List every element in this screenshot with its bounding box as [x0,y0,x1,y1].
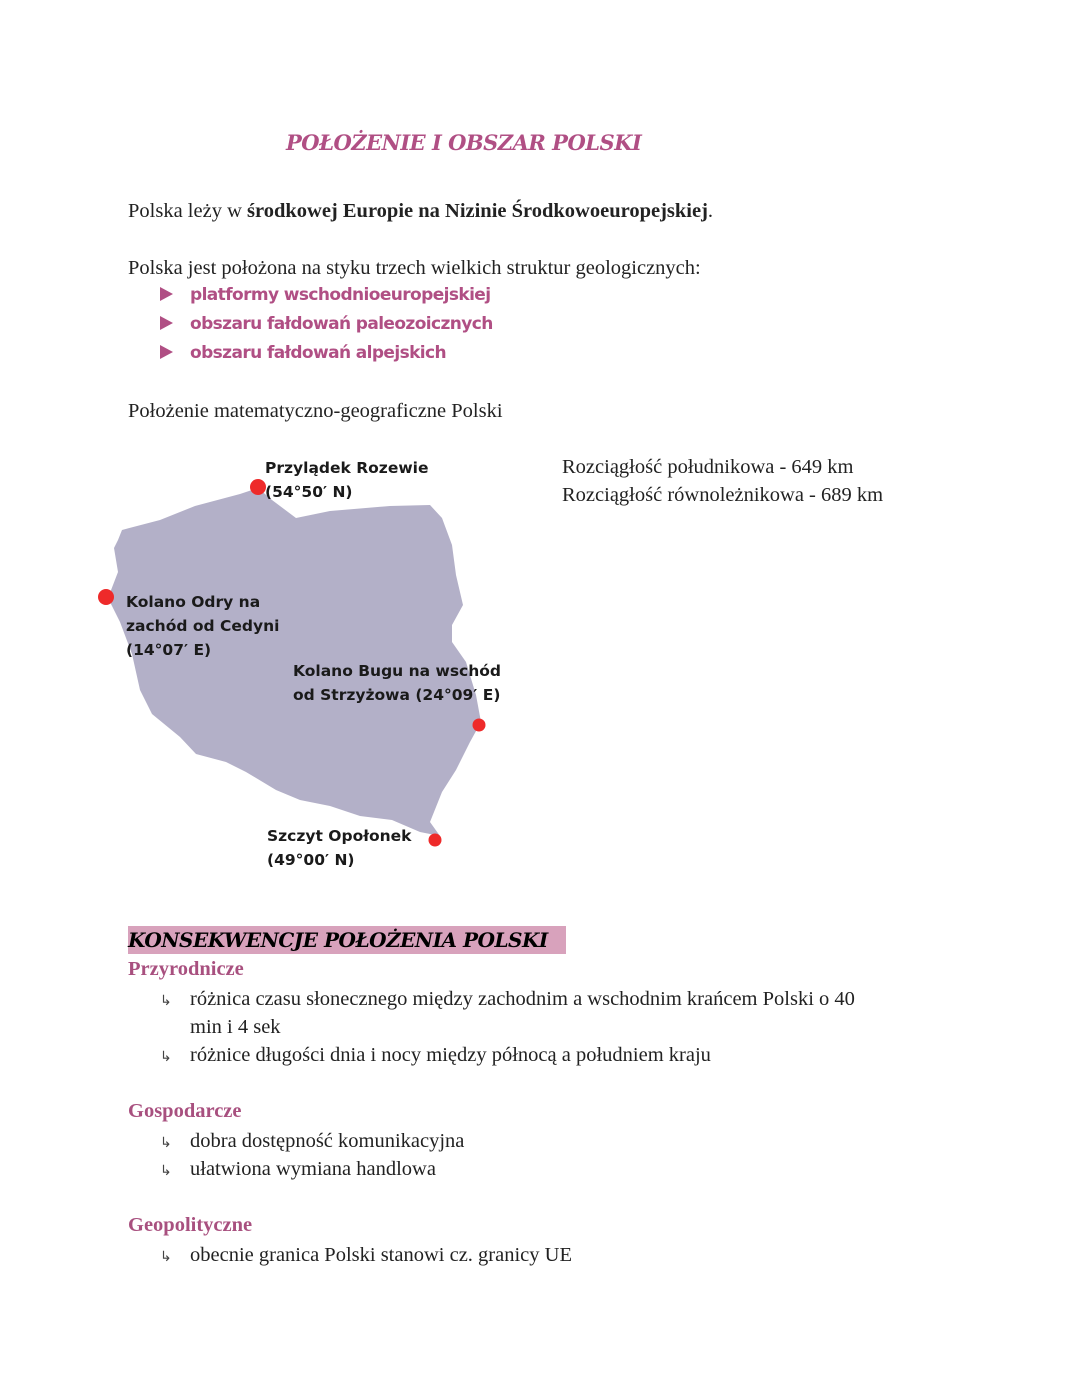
list-item-continuation: min i 4 sek [190,1016,281,1038]
label-line: Przylądek Rozewie [265,459,429,477]
arrow-bullet-icon: ↳ [160,1050,172,1065]
geology-item-text: obszaru fałdowań alpejskich [190,343,447,363]
map-label-bug [293,659,501,707]
consequences-heading: KONSEKWENCJE POŁOŻENIA POLSKI [128,926,566,954]
map-label-odra [126,590,279,662]
rozewie-dot [250,479,266,495]
list-item [160,1044,711,1067]
map-label-opolonek [267,824,411,872]
label-line: Kolano Bugu na wschód [293,662,502,680]
intro-suffix: . [707,200,714,222]
bug-dot [473,719,486,732]
intro-text: Polska leży w [128,200,247,222]
intro-bold: środkowej Europie na Nizinie Środkowoeuropejskiej [247,200,708,222]
section-title: Przyrodnicze [128,958,244,980]
list-item [160,1130,464,1153]
map-label-rozewie [265,456,428,504]
label-line: (14°07′ E) [126,641,212,659]
list-item [160,988,855,1011]
geology-item-text: platformy wschodnioeuropejskiej [190,285,491,305]
label-line: (49°00′ N) [267,851,355,869]
math-heading: Położenie matematyczno-geograficzne Polski [128,400,503,422]
extent-meridional: Rozciągłość południkowa - 649 km [562,456,854,478]
list-item-text: różnica czasu słonecznego między zachodnim a wschodnim krańcem Polski o 40 [190,988,855,1010]
list-item [160,1158,436,1181]
list-item-text: dobra dostępność komunikacyjna [190,1130,465,1152]
label-line: (54°50′ N) [265,483,353,501]
arrow-bullet-icon: ↳ [160,1250,172,1265]
list-item-text: obecnie granica Polski stanowi cz. granicy UE [190,1244,572,1266]
list-item [160,1244,572,1267]
label-line: zachód od Cedyni [126,617,280,635]
geology-lead: Polska jest położona na styku trzech wielkich struktur geologicznych: [128,257,701,279]
arrow-bullet-icon: ↳ [160,994,172,1009]
odra-dot [98,589,114,605]
label-line: Szczyt Opołonek [267,827,412,845]
label-line: od Strzyżowa (24°09′ E) [293,686,501,704]
geology-item-text: obszaru fałdowań paleozoicznych [190,314,493,334]
extent-latitudinal: Rozciągłość równoleżnikowa - 689 km [562,484,884,506]
page-title: POŁOŻENIE I OBSZAR POLSKI [286,130,642,155]
list-item-text: ułatwiona wymiana handlowa [190,1158,436,1180]
label-line: Kolano Odry na [126,593,261,611]
arrow-bullet-icon: ↳ [160,1136,172,1151]
section-title: Gospodarcze [128,1100,242,1122]
opolonek-dot [429,834,442,847]
list-item-text: różnice długości dnia i nocy między północą a południem kraju [190,1044,711,1066]
arrow-bullet-icon: ↳ [160,1164,172,1179]
section-title: Geopolityczne [128,1214,253,1236]
